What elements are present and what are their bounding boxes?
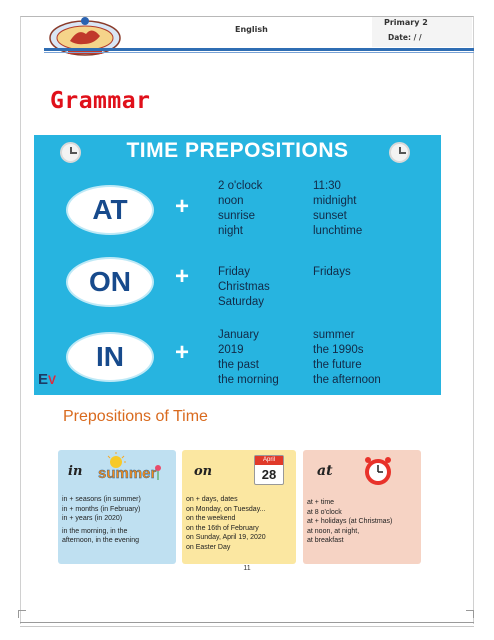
example-item: midnight [313,195,357,207]
plus-sign: + [175,263,190,290]
calendar-icon [254,455,284,485]
example-item: Saturday [218,296,265,308]
card-in-text [62,495,172,546]
plus-sign: + [175,193,190,220]
page-bottom-rule-secondary [20,626,474,627]
card-on-label: on [194,464,213,479]
card-line: on Monday, on Tuesday... [186,505,266,513]
example-item: the morning [218,374,279,386]
page-bottom-rule [20,622,474,623]
card-line: in + months (in February) [62,505,141,513]
example-item: 11:30 [313,180,341,192]
prep-in-circle: IN [66,332,154,382]
example-item: night [218,225,243,237]
example-item: January [218,329,259,341]
example-item: Fridays [313,266,351,278]
card-line: at breakfast [307,537,344,544]
card-line: at + time [307,499,335,506]
card-line: in + seasons (in summer) [62,496,141,503]
card-line: on Sunday, April 19, 2020 [186,534,266,541]
calendar-day: 28 [261,467,277,482]
card-line: on Easter Day [186,543,231,551]
card-at [303,450,421,564]
calendar-month: April [255,456,283,465]
example-item: sunrise [218,210,256,222]
time-prepositions-title: TIME PREPOSITIONS [126,139,349,162]
card-on-text [186,495,292,552]
alarm-clock-icon [361,454,395,488]
card-line: on the weekend [186,515,236,522]
header-date: Date: / / [388,33,422,42]
card-on [182,450,296,564]
example-item: Christmas [218,281,270,293]
example-item: 2019 [218,344,244,356]
card-line: at 8 o'clock [307,508,342,516]
watermark-accent: V [48,373,57,387]
header-subject: English [235,25,268,34]
on-examples-col1 [218,265,270,310]
clock-icon [389,142,410,163]
in-examples-col2 [313,328,381,388]
example-item: summer [313,329,355,341]
card-in [58,450,176,564]
card-in-word: summer [98,465,157,482]
time-prepositions-panel [34,135,441,395]
example-item: Friday [218,266,250,278]
at-examples-col1 [218,179,262,239]
card-line: at noon, at night, [307,527,360,535]
prepositions-of-time-title: Prepositions of Time [63,408,208,425]
card-in-label: in [68,464,83,479]
card-line: at + holidays (at Christmas) [307,518,393,525]
in-examples-col1 [218,328,279,388]
example-item: 2 o'clock [218,180,263,192]
section-title: Grammar [50,88,151,114]
card-line: on the 16th of February [186,524,259,532]
example-item: the past [218,359,259,371]
header-grade: Primary 2 [384,18,428,27]
watermark-logo [38,371,56,388]
corner-mark-bottom-right [466,610,474,618]
card-line: in the morning, in the [62,527,128,535]
plus-sign: + [175,339,190,366]
header-rule-thin [44,52,474,53]
example-item: the afternoon [313,374,381,386]
at-examples-col2 [313,179,362,239]
prep-at-circle: AT [66,185,154,235]
card-line: afternoon, in the evening [62,537,140,544]
on-examples-col2 [313,265,351,280]
corner-mark-bottom-left [18,610,26,618]
card-at-label: at [317,463,333,479]
example-item: noon [218,195,244,207]
watermark-main: E [38,371,49,388]
prep-on-circle: ON [66,257,154,307]
card-line: in + years (in 2020) [62,515,123,522]
example-item: the 1990s [313,344,364,356]
page-number: 11 [243,565,251,572]
example-item: sunset [313,210,347,222]
example-item: the future [313,359,362,371]
header-rule [44,48,474,51]
example-item: lunchtime [313,225,363,237]
card-line: on + days, dates [186,496,238,503]
card-at-text [307,498,417,546]
